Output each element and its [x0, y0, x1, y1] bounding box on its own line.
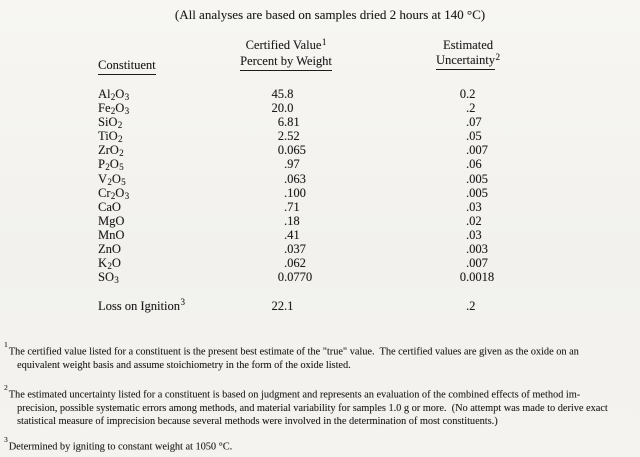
table-row: [0, 172, 640, 186]
certified-value-cell: 20.0: [271, 101, 294, 116]
footnote-1-line-2: equivalent weight basis and assume stoichiometry in the form of the oxide listed.: [17, 359, 351, 371]
table-row: [0, 214, 640, 228]
constituent-cell: $SO_3$: [98, 270, 119, 286]
constituent-cell: SiO$_2$: [98, 115, 123, 131]
constituent-cell: ZrO$_2$: [98, 143, 124, 159]
uncertainty-cell: .06: [466, 157, 482, 172]
table-row: [0, 242, 640, 256]
table-row: [0, 101, 640, 115]
footnote-marker-2: 2: [4, 383, 8, 392]
constituent-cell: $Fe_2O_3$: [98, 101, 130, 117]
constituent-table-body: [0, 87, 640, 284]
table-row: [0, 270, 640, 284]
certified-value-cell: .18: [284, 213, 300, 228]
certified-value-cell: 0.0770: [277, 270, 313, 285]
column-header-constituent: [98, 58, 156, 75]
certified-value-cell: 0.065: [277, 143, 306, 158]
constituent-cell: MgO: [98, 213, 125, 228]
uncertainty-cell: .005: [466, 185, 488, 200]
certified-value-cell: .100: [284, 185, 306, 200]
uncertainty-cell: .05: [466, 129, 482, 144]
constituent-cell: $V_2O_5$: [98, 171, 126, 187]
certified-value-header-line1: Certified Value$^1$: [245, 37, 327, 52]
table-row: [0, 157, 640, 171]
certified-value-cell: .037: [284, 242, 306, 257]
table-row: [0, 129, 640, 143]
uncertainty-header-line1: Estimated: [443, 38, 493, 52]
constituent-cell: $K_2O$: [98, 256, 121, 272]
table-row: [0, 143, 640, 157]
uncertainty-cell: .07: [466, 115, 482, 130]
certified-value-cell: .97: [284, 157, 300, 172]
uncertainty-cell: 0.0018: [459, 270, 495, 285]
footnote-2-line-3: statistical measure of imprecision because several methods were involved in the determination of most constituents.): [17, 415, 498, 427]
table-row: [0, 87, 640, 101]
footnote-marker-3: 3: [4, 435, 8, 444]
column-header-estimated-uncertainty: [394, 38, 542, 70]
footnote-ref-2: 2: [495, 52, 500, 62]
footnote-marker-1: 1: [4, 340, 8, 349]
uncertainty-cell: .2: [466, 101, 476, 116]
drying-note-title: (All analyses are based on samples dried 2 hours at 140 °C): [174, 7, 486, 22]
certified-value-header-line2: Percent by Weight: [212, 54, 360, 71]
certified-value-cell: .062: [284, 256, 306, 271]
uncertainty-cell: .007: [466, 256, 488, 271]
uncertainty-cell: .007: [466, 143, 488, 158]
column-header-certified-value: [212, 38, 360, 71]
footnote-2-line-2: precision, possible systematic errors among methods, and material variability for samples 1.0 g or more. (No attempt was made to derive exact: [17, 402, 608, 414]
uncertainty-cell: .2: [466, 299, 476, 313]
table-row: [0, 186, 640, 200]
certified-value-cell: 22.1: [271, 299, 294, 313]
footnote-3-line-1: $^3$Determined by igniting to constant weight at 1050 °C.: [4, 435, 233, 453]
constituent-cell: ZnO: [98, 242, 121, 257]
table-row: [0, 256, 640, 270]
uncertainty-header-line2: Uncertainty$^2$: [394, 53, 542, 70]
uncertainty-cell: .005: [466, 171, 488, 186]
table-row: [0, 200, 640, 214]
certified-value-cell: .41: [284, 227, 300, 242]
constituent-cell: $P_2O_5$: [98, 157, 124, 173]
constituent-header-label: Constituent: [98, 58, 156, 75]
uncertainty-cell: .03: [466, 199, 482, 214]
constituent-cell: $Al_2O_3$: [98, 87, 130, 102]
uncertainty-cell: 0.2: [459, 87, 476, 101]
footnote-ref-1: 1: [321, 37, 327, 47]
constituent-cell: Loss on Ignition$^3$: [98, 297, 185, 313]
footnote-1-line-1: $^1$The certified value listed for a constituent is the present best estimate of the "true" value. The certified values are given as the oxide on an: [4, 340, 579, 358]
table-row: [0, 228, 640, 242]
constituent-cell: CaO: [98, 199, 121, 214]
footnote-3: [4, 436, 636, 454]
table-row: [0, 115, 640, 129]
footnote-1: [4, 341, 636, 372]
certified-value-cell: .063: [284, 171, 306, 186]
certified-value-cell: .71: [284, 199, 300, 214]
uncertainty-cell: .02: [466, 213, 482, 228]
constituent-cell: $Cr_2O_3$: [98, 185, 130, 201]
footnote-2: [4, 384, 636, 428]
constituent-cell: MnO: [98, 227, 125, 242]
certified-value-cell: 2.52: [277, 129, 300, 144]
loss-on-ignition-row: [0, 299, 640, 314]
uncertainty-cell: .003: [466, 242, 488, 257]
footnote-2-line-1: $^2$The estimated uncertainty listed for a constituent is based on judgment and represents an evaluation of the combined effects of method im-: [4, 383, 581, 401]
uncertainty-cell: .03: [466, 227, 482, 242]
constituent-cell: TiO$_2$: [98, 129, 123, 145]
certified-value-cell: 45.8: [271, 87, 294, 101]
certified-value-cell: 6.81: [277, 115, 300, 130]
